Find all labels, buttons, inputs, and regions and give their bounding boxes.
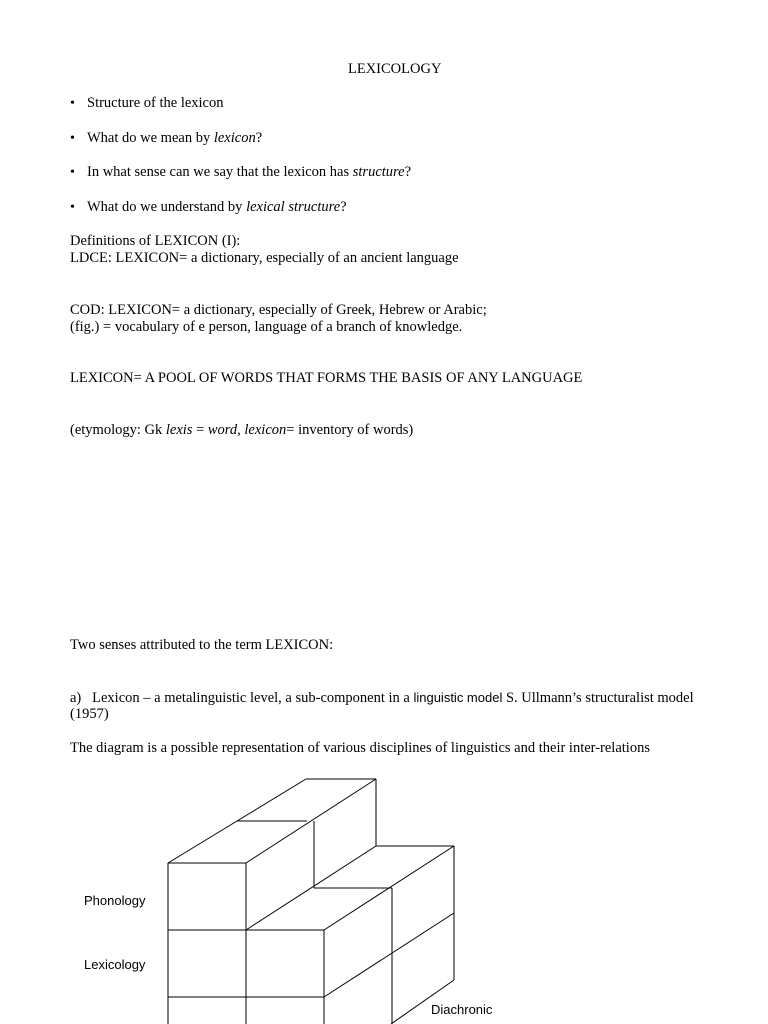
diagram-edge bbox=[324, 913, 454, 997]
diagram-label-lexicology: Lexicology bbox=[84, 957, 146, 972]
diagram-edge bbox=[168, 821, 237, 863]
sense-a: a) Lexicon – a metalinguistic level, a sub-component in a linguistic model S. Ullmann’s structuralist model bbox=[70, 690, 694, 706]
bullet-text: Structure of the lexicon bbox=[87, 95, 224, 111]
definition-cod: COD: LEXICON= a dictionary, especially of Greek, Hebrew or Arabic; bbox=[70, 302, 487, 318]
diagram-label-phonology: Phonology bbox=[84, 893, 146, 908]
diagram-caption: The diagram is a possible representation of various disciplines of linguistics and their inter-relations bbox=[70, 740, 650, 756]
sense-a-marker: a) bbox=[70, 690, 82, 706]
etymology-line: (etymology: Gk lexis = word, lexicon= inventory of words) bbox=[70, 422, 414, 438]
senses-heading: Two senses attributed to the term LEXICON: bbox=[70, 637, 334, 653]
bullet-text: In what sense can we say that the lexicon has structure? bbox=[87, 164, 412, 180]
definition-ldce: LDCE: LEXICON= a dictionary, especially of an ancient language bbox=[70, 250, 459, 266]
page-title: LEXICOLOGY bbox=[348, 61, 442, 77]
diagram-edge bbox=[237, 779, 306, 821]
bullet-marker: • bbox=[70, 165, 75, 180]
bullet-marker: • bbox=[70, 96, 75, 111]
sense-a-year: (1957) bbox=[70, 706, 109, 722]
bullet-text: What do we understand by lexical structure? bbox=[87, 199, 347, 215]
bullet-text: What do we mean by lexicon? bbox=[87, 130, 263, 146]
definition-cod-figurative: (fig.) = vocabulary of e person, language of a branch of knowledge. bbox=[70, 319, 463, 335]
bullet-marker: • bbox=[70, 200, 75, 215]
diagram-label-diachronic: Diachronic bbox=[431, 1002, 493, 1017]
definitions-heading: Definitions of LEXICON (I): bbox=[70, 233, 241, 249]
bullet-marker: • bbox=[70, 131, 75, 146]
definition-pool: LEXICON= A POOL OF WORDS THAT FORMS THE BASIS OF ANY LANGUAGE bbox=[70, 370, 583, 386]
